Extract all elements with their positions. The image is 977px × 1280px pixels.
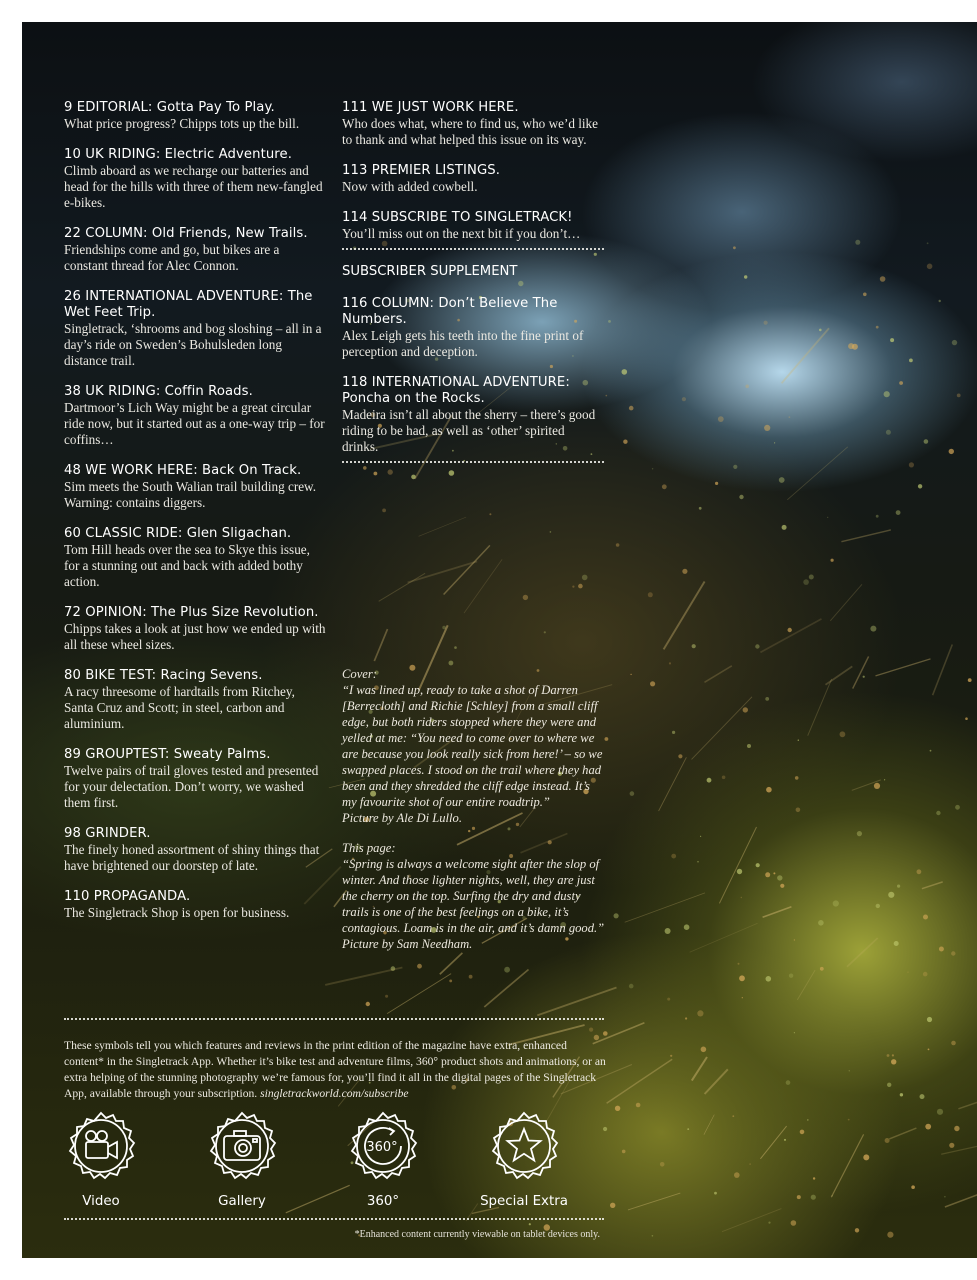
contents-entry [64, 147, 326, 211]
contents-entry-title: 60 CLASSIC RIDE: Glen Sligachan. [64, 526, 292, 541]
contents-entry [64, 668, 326, 732]
contents-entry-desc: Singletrack, ‘shrooms and bog sloshing – all in a day’s ride on Sweden’s Bohulsleden long distance trail. [64, 321, 322, 368]
360-label: 360° [366, 1194, 400, 1209]
contents-entry-desc: Climb aboard as we recharge our batteries and head for the hills with three of them new-fangled e-bikes. [64, 163, 323, 210]
this-page-caption-credit: Picture by Sam Needham. [342, 937, 473, 951]
contents-entry-desc: Friendships come and go, but bikes are a constant thread for Alec Connon. [64, 242, 280, 273]
magazine-contents-page [22, 22, 977, 1258]
contents-entry-title: 9 EDITORIAL: Gotta Pay To Play. [64, 100, 275, 115]
contents-entry [64, 289, 326, 369]
contents-entry [342, 296, 604, 360]
contents-left-column [64, 100, 326, 936]
contents-entry-desc: Dartmoor’s Lich Way might be a great circular ride now, but it started out as a one-way trip – for coffins… [64, 400, 325, 447]
video-feature-symbol [36, 1110, 166, 1209]
contents-entry-title: 111 WE JUST WORK HERE. [342, 100, 519, 115]
contents-entry-title: 10 UK RIDING: Electric Adventure. [64, 147, 293, 162]
contents-entry-desc: Who does what, where to find us, who we’d like to thank and what helped this issue on its way. [342, 116, 598, 147]
gallery-label: Gallery [218, 1194, 266, 1209]
contents-entry-title: 110 PROPAGANDA. [64, 889, 191, 904]
contents-entry [64, 463, 326, 511]
video-label: Video [82, 1194, 120, 1209]
contents-entry [342, 100, 604, 148]
subscriber-supplement-heading: SUBSCRIBER SUPPLEMENT [342, 264, 518, 279]
contents-entry [342, 375, 604, 455]
contents-entry-desc: Alex Leigh gets his teeth into the fine print of perception and deception. [342, 328, 584, 359]
contents-entry-title: 98 GRINDER. [64, 826, 151, 841]
contents-entry [64, 100, 326, 132]
contents-entry-desc: Chipps takes a look at just how we ended up with all these wheel sizes. [64, 621, 326, 652]
contents-entry [342, 210, 604, 242]
contents-entry-title: 48 WE WORK HERE: Back On Track. [64, 463, 302, 478]
contents-entry-desc: Twelve pairs of trail gloves tested and presented for your delectation. Don’t worry, we washed them first. [64, 763, 319, 810]
contents-entry-desc: You’ll miss out on the next bit if you don’t… [342, 226, 581, 241]
star-icon [488, 1110, 560, 1182]
cover-caption-label: Cover: [342, 667, 377, 681]
contents-entry-title: 38 UK RIDING: Coffin Roads. [64, 384, 253, 399]
contents-entry [64, 826, 326, 874]
cover-caption-quote: “I was lined up, ready to take a shot of Darren [Berrecloth] and Richie [Schley] from a small cliff edge, but both riders stopped where they were and yelled at me: “You need to come over to where we are because you look really sick from here!’ – so we swapped places. I stood on the trail where they had been and they shredded the cliff edge instead. It’s my favourite shot of our entire roadtrip.” [342, 683, 603, 809]
subscribe-link[interactable]: singletrackworld.com/subscribe [260, 1087, 409, 1100]
contents-entry-title: 26 INTERNATIONAL ADVENTURE: The Wet Feet Trip. [64, 289, 313, 320]
dotted-divider [342, 461, 604, 463]
contents-entry-title: 22 COLUMN: Old Friends, New Trails. [64, 226, 308, 241]
contents-entry [64, 605, 326, 653]
enhanced-content-text: These symbols tell you which features and reviews in the print edition of the magazine have extra, enhanced content* in the Singletrack App. Whether it’s bike test and adventure films, 360° product shots and animations, or an extra helping of the stunning photography we’re famous for, you’ll find it all in the digital pages of the Singletrack App, available through your subscription. [64, 1039, 606, 1100]
contents-entry-desc: What price progress? Chipps tots up the bill. [64, 116, 300, 131]
contents-entry [64, 526, 326, 590]
contents-entry-desc: Tom Hill heads over the sea to Skye this issue, for a stunning out and back with added bothy action. [64, 542, 310, 589]
photo-captions [342, 666, 607, 952]
contents-entry-desc: Sim meets the South Walian trail building crew. Warning: contains diggers. [64, 479, 317, 510]
svg-text:360°: 360° [366, 1140, 398, 1155]
contents-entry [64, 384, 326, 448]
contents-entry-title: 116 COLUMN: Don’t Believe The Numbers. [342, 296, 558, 327]
enhanced-content-footnote: *Enhanced content currently viewable on tablet devices only. [354, 1229, 600, 1240]
contents-entry-title: 80 BIKE TEST: Racing Sevens. [64, 668, 263, 683]
contents-entry-title: 113 PREMIER LISTINGS. [342, 163, 501, 178]
contents-entry-title: 72 OPINION: The Plus Size Revolution. [64, 605, 319, 620]
contents-entry-desc: Now with added cowbell. [342, 179, 478, 194]
contents-entry-title: 114 SUBSCRIBE TO SINGLETRACK! [342, 210, 573, 225]
special-extra-label: Special Extra [480, 1194, 568, 1209]
camera-icon [206, 1110, 278, 1182]
contents-entry [342, 163, 604, 195]
contents-entry-desc: Madeira isn’t all about the sherry – there’s good riding to be had, as well as ‘other’ spirited drinks. [342, 407, 596, 454]
360-feature-symbol [318, 1110, 448, 1209]
video-camera-icon [65, 1110, 137, 1182]
contents-entry-desc: The finely honed assortment of shiny things that have brightened our doorstep of late. [64, 842, 320, 873]
gallery-feature-symbol [177, 1110, 307, 1209]
dotted-divider [342, 248, 604, 250]
contents-entry-desc: A racy threesome of hardtails from Ritchey, Santa Cruz and Scott; in steel, carbon and aluminium. [64, 684, 295, 731]
contents-entry [64, 747, 326, 811]
contents-entry-title: 118 INTERNATIONAL ADVENTURE: Poncha on the Rocks. [342, 375, 570, 406]
contents-entry-title: 89 GROUPTEST: Sweaty Palms. [64, 747, 271, 762]
this-page-caption-label: This page: [342, 841, 396, 855]
contents-entry-desc: The Singletrack Shop is open for business. [64, 905, 290, 920]
this-page-caption-quote: “Spring is always a welcome sight after the slop of winter. And those lighter nights, well, they are just the cherry on the top. Surfing the dry and dusty trails is one of the best feelings on a bike, it’s contagious. Loam is in the air, and it’s damn good.” [342, 857, 605, 935]
cover-caption-credit: Picture by Ale Di Lullo. [342, 811, 462, 825]
contents-entry [64, 226, 326, 274]
contents-right-column [342, 100, 604, 477]
special-extra-feature-symbol [459, 1110, 589, 1209]
enhanced-content-explainer [64, 1038, 609, 1102]
contents-entry [64, 889, 326, 921]
dotted-divider [64, 1218, 604, 1220]
360-icon [347, 1110, 419, 1182]
dotted-divider [64, 1018, 604, 1020]
